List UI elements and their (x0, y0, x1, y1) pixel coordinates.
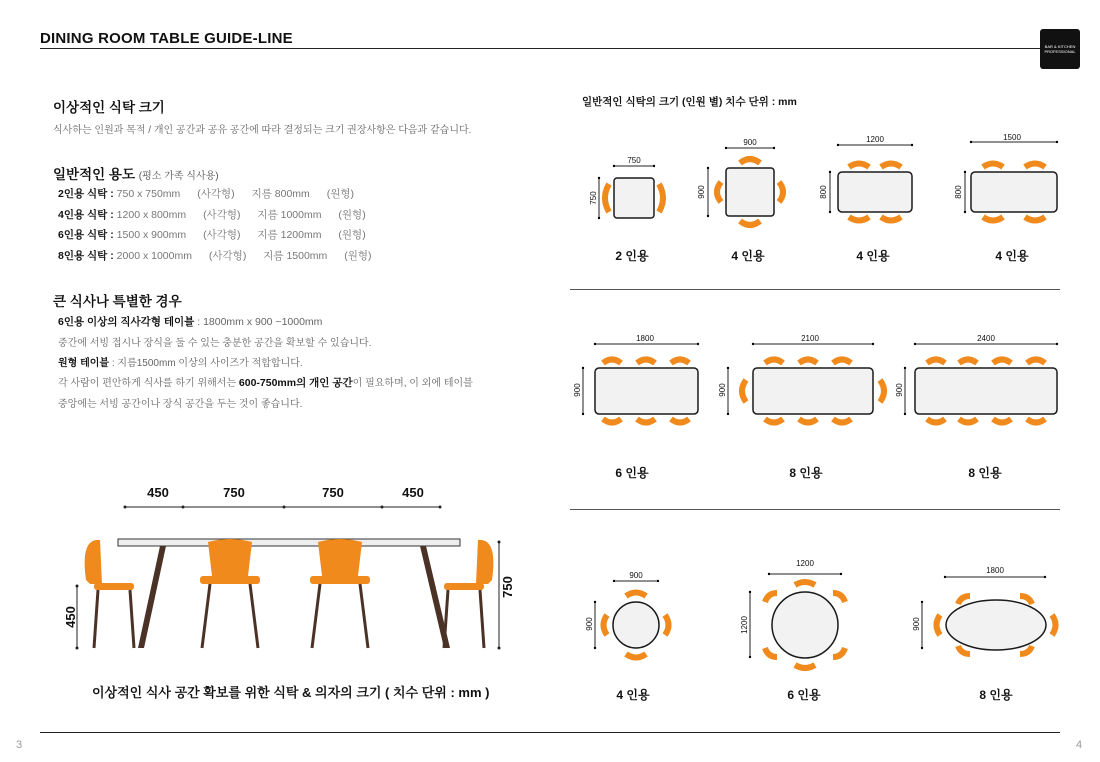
size-row-rect: 2000 x 1000mm (116, 250, 192, 262)
large-line-3-bold: 원형 테이블 (58, 358, 110, 369)
table-row-1 (575, 130, 1085, 230)
dim-height: 900 (585, 617, 594, 631)
size-row-round-tag: (원형) (326, 188, 354, 200)
page-title: DINING ROOM TABLE GUIDE-LINE (40, 30, 293, 47)
table-8p-rect-2100 (718, 334, 884, 423)
size-row-round: 지름 1000mm (257, 209, 322, 221)
large-line-5: 중앙에는 서빙 공간이나 장식 공간을 두는 것이 좋습니다. (58, 399, 303, 410)
size-row-label: 2인용 식탁 : (58, 188, 114, 200)
chair-middle-2 (310, 539, 370, 648)
large-line-4-post: 이 필요하며, 이 외에 테이블 (352, 378, 473, 389)
table-2p-square (589, 156, 663, 219)
dim-height: 800 (819, 185, 828, 199)
row-divider (570, 509, 1060, 510)
size-row-rect: 1200 x 800mm (116, 209, 187, 221)
size-row-round-tag: (원형) (338, 209, 366, 221)
capacity-label: 4 인용 (995, 249, 1029, 263)
table-4p-rect-1500 (954, 133, 1058, 221)
dim-height: 1200 (740, 616, 749, 634)
dim-width: 1800 (986, 566, 1004, 575)
size-row-label: 6인용 식탁 : (58, 229, 114, 241)
table-top (118, 539, 460, 546)
dim-width: 1200 (796, 559, 814, 568)
capacity-label: 8 인용 (789, 466, 823, 480)
table-8p-oval (912, 566, 1056, 654)
footer-divider (40, 732, 1060, 733)
table-chair-elevation (50, 480, 520, 660)
large-line-3-rest: : 지름1500mm 이상의 사이즈가 적합합니다. (109, 358, 303, 369)
size-row-round-tag: (원형) (338, 229, 366, 241)
dim-table-height: 750 (500, 576, 515, 598)
ideal-size-desc: 식사하는 인원과 목적 / 개인 공간과 공유 공간에 따라 결정되는 크기 권장사항은 다음과 같습니다. (53, 125, 472, 136)
dim-width: 750 (627, 156, 641, 165)
row-divider (570, 289, 1060, 290)
size-row-label: 4인용 식탁 : (58, 209, 114, 221)
large-line-1 (58, 314, 322, 329)
table-6p-round (740, 559, 845, 668)
dim-top-2: 750 (223, 485, 245, 500)
dim-height: 750 (589, 191, 598, 205)
large-line-3 (58, 354, 303, 369)
right-section-title: 일반적인 식탁의 크기 (인원 별) 치수 단위 : mm (582, 96, 797, 108)
table-6p-rect-1800 (573, 334, 699, 423)
dim-height: 900 (895, 383, 904, 397)
size-row-round-tag: (원형) (344, 250, 372, 262)
dim-width: 2400 (977, 334, 995, 343)
capacity-label: 4 인용 (856, 249, 890, 263)
dim-height: 900 (718, 383, 727, 397)
table-4p-round (585, 571, 669, 658)
size-row-rect-tag: (사각형) (208, 250, 247, 262)
dim-height: 800 (954, 185, 963, 199)
size-row (58, 227, 366, 242)
dim-top-3: 750 (322, 485, 344, 500)
dim-top-1: 450 (147, 485, 169, 500)
size-row-rect: 1500 x 900mm (116, 229, 187, 241)
general-usage-heading (53, 163, 219, 183)
capacity-label: 8 인용 (979, 688, 1013, 702)
size-row-round: 지름 1500mm (263, 250, 328, 262)
dim-width: 2100 (801, 334, 819, 343)
header-divider (40, 48, 1040, 49)
table-8p-rect-2400 (895, 334, 1058, 423)
size-row (58, 248, 372, 263)
dim-seat-height: 450 (63, 606, 78, 628)
size-row-rect-tag: (사각형) (197, 188, 235, 200)
size-row (58, 186, 354, 201)
dim-width: 900 (629, 571, 643, 580)
dim-width: 1200 (866, 135, 884, 144)
size-row (58, 207, 366, 222)
dim-width: 1800 (636, 334, 654, 343)
dim-height: 900 (912, 617, 921, 631)
large-line-1-bold: 6인용 이상의 직사각형 테이블 (58, 316, 195, 328)
table-row-2 (565, 330, 1085, 440)
general-usage-sub: (평소 가족 식사용) (138, 171, 219, 182)
capacity-label: 2 인용 (615, 249, 649, 263)
large-line-4-bold: 600-750mm의 개인 공간 (238, 377, 353, 389)
size-row-rect-tag: (사각형) (203, 209, 241, 221)
dim-height: 900 (697, 185, 706, 199)
capacity-label: 6 인용 (615, 466, 649, 480)
logo-text: BAR & KITCHEN PROFESSIONAL (1044, 44, 1076, 54)
table-row-3 (565, 552, 1085, 672)
large-line-2: 중간에 서빙 접시나 장식을 둘 수 있는 충분한 공간을 확보할 수 있습니다. (58, 338, 372, 349)
capacity-label: 6 인용 (787, 688, 821, 702)
large-line-4 (58, 374, 473, 390)
chair-right (444, 540, 493, 648)
dim-width: 900 (743, 138, 757, 147)
size-row-rect-tag: (사각형) (203, 229, 241, 241)
large-line-1-rest: : 1800mm x 900 ~1000mm (194, 316, 323, 328)
table-4p-rect-1200 (819, 135, 913, 221)
chair-middle-1 (200, 539, 260, 648)
large-line-4-pre: 각 사람이 편안하게 식사를 하기 위해서는 (58, 378, 239, 389)
dim-top-4: 450 (402, 485, 424, 500)
ideal-size-heading: 이상적인 식탁 크기 (53, 100, 165, 115)
size-row-rect: 750 x 750mm (116, 188, 181, 200)
elevation-caption: 이상적인 식사 공간 확보를 위한 식탁 & 의자의 크기 ( 치수 단위 : mm ) (92, 685, 490, 700)
general-usage-title: 일반적인 용도 (53, 167, 135, 182)
page-number-right: 4 (1076, 739, 1083, 751)
capacity-label: 4 인용 (731, 249, 765, 263)
dim-width: 1500 (1003, 133, 1021, 142)
large-meal-heading: 큰 식사나 특별한 경우 (53, 294, 182, 309)
brand-logo (1040, 29, 1080, 69)
size-row-label: 8인용 식탁 : (58, 250, 114, 262)
capacity-label: 8 인용 (968, 466, 1002, 480)
size-row-round: 지름 1200mm (257, 229, 322, 241)
chair-left (85, 540, 134, 648)
table-4p-square (697, 138, 783, 225)
capacity-label: 4 인용 (616, 688, 650, 702)
dim-height: 900 (573, 383, 582, 397)
page-number-left: 3 (16, 739, 23, 751)
size-row-round: 지름 800mm (251, 188, 310, 200)
